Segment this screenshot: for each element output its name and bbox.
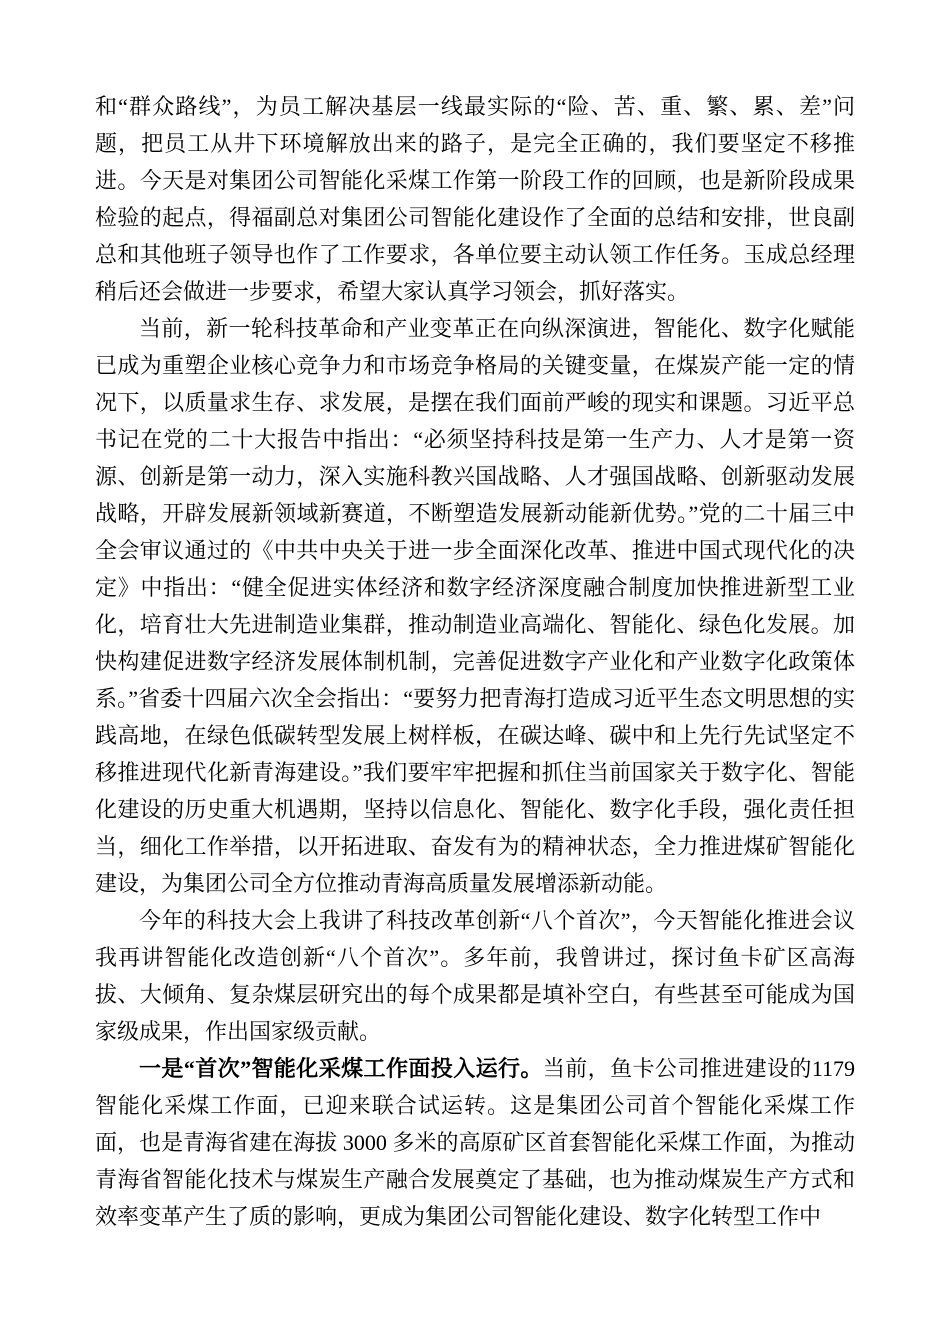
paragraph — [95, 310, 855, 902]
paragraph — [95, 902, 855, 1050]
paragraph-text: 当前，鱼卡公司推进建设的1179 智能化采煤工作面，已迎来联合试运转。这是集团公司首个智能化采煤工作面，也是青海省建在海拔 3000 多米的高原矿区首套智能化采煤工作面，为推动青海省智能化技术与煤炭生产融合发展奠定了基础，也为推动煤炭生产方式和效率变革产生了质的影响，更成为集团公司智能化建设、数字化转型工作中 — [95, 1056, 855, 1229]
paragraph-text: 当前，新一轮科技革命和产业变革正在向纵深演进，智能化、数字化赋能已成为重塑企业核心竞争力和市场竞争格局的关键变量，在煤炭产能一定的情况下，以质量求生存、求发展，是摆在我们面前严峻的现实和课题。习近平总书记在党的二十大报告中指出：“必须坚持科技是第一生产力、人才是第一资源、创新是第一动力，深入实施科教兴国战略、人才强国战略、创新驱动发展战略，开辟发展新领域新赛道，不断塑造发展新动能新优势。”党的二十届三中全会审议通过的《中共中央关于进一步全面深化改革、推进中国式现代化的决定》中指出：“健全促进实体经济和数字经济深度融合制度加快推进新型工业化，培育壮大先进制造业集群，推动制造业高端化、智能化、绿色化发展。加快构建促进数字经济发展体制机制，完善促进数字产业化和产业数字化政策体系。”省委十四届六次全会指出：“要努力把青海打造成习近平生态文明思想的实践高地，在绿色低碳转型发展上树样板，在碳达峰、碳中和上先行先试坚定不移推进现代化新青海建设。”我们要牢牢把握和抓住当前国家关于数字化、智能化建设的历史重大机遇期，坚持以信息化、智能化、数字化手段，强化责任担当，细化工作举措，以开拓进取、奋发有为的精神状态，全力推进煤矿智能化建设，为集团公司全方位推动青海高质量发展增添新动能。 — [95, 316, 855, 896]
paragraph-first-item — [95, 1050, 855, 1235]
paragraph-text: 今年的科技大会上我讲了科技改革创新“八个首次”，今天智能化推进会议我再讲智能化改造创新“八个首次”。多年前，我曾讲过，探讨鱼卡矿区高海拔、大倾角、复杂煤层研究出的每个成果都是填补空白，有些甚至可能成为国家级成果，作出国家级贡献。 — [95, 908, 855, 1044]
document-page — [95, 88, 855, 1235]
paragraph-continuation — [95, 88, 855, 310]
paragraph-bold-lead: 一是“首次”智能化采煤工作面投入运行。 — [139, 1056, 543, 1081]
paragraph-text: 和“群众路线”，为员工解决基层一线最实际的“险、苦、重、繁、累、差”问题，把员工从井下环境解放出来的路子，是完全正确的，我们要坚定不移推进。今天是对集团公司智能化采煤工作第一阶段工作的回顾，也是新阶段成果检验的起点，得福副总对集团公司智能化建设作了全面的总结和安排，世良副总和其他班子领导也作了工作要求，各单位要主动认领工作任务。玉成总经理稍后还会做进一步要求，希望大家认真学习领会，抓好落实。 — [95, 94, 855, 304]
